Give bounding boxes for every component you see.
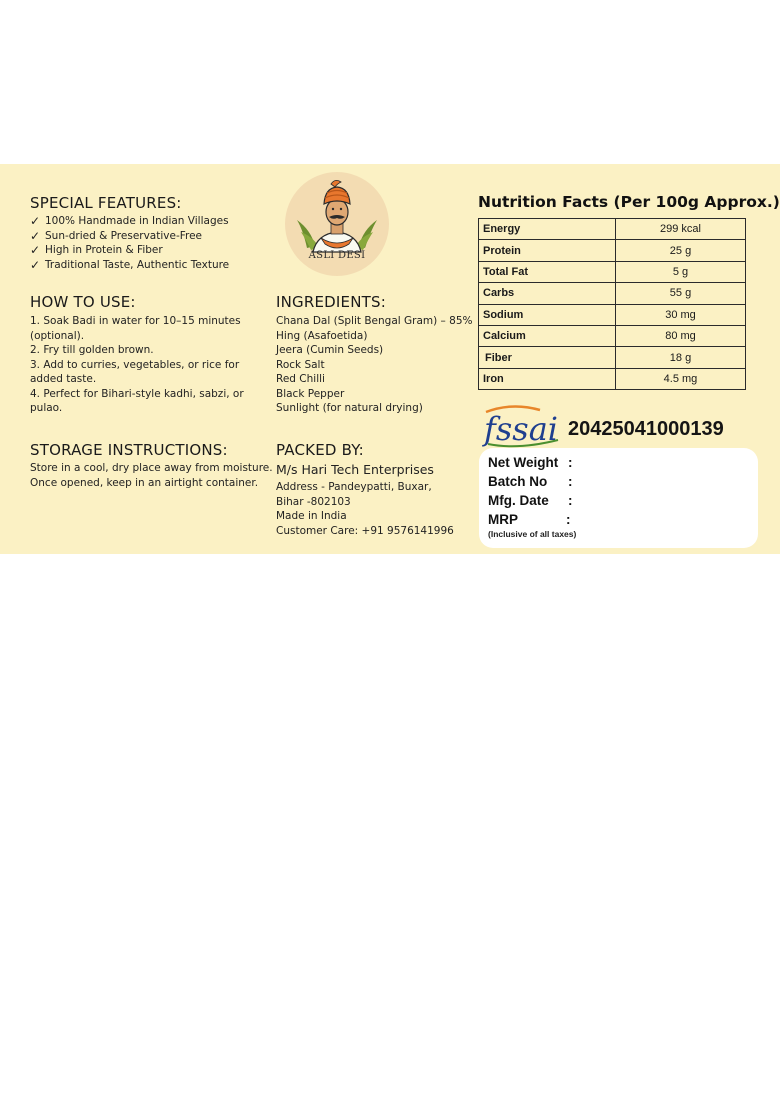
- storage-line: Once opened, keep in an airtight container.: [30, 476, 259, 489]
- table-row: Calcium 80 mg: [479, 325, 746, 346]
- storage-text: [30, 461, 273, 490]
- nutrition-facts-title: Nutrition Facts (Per 100g Approx.): [478, 193, 780, 211]
- packer-company-name: M/s Hari Tech Enterprises: [276, 462, 434, 477]
- table-row: Energy 299 kcal: [479, 219, 746, 240]
- net-weight-row: Net Weight :: [488, 455, 573, 470]
- nutrition-table: [478, 218, 746, 390]
- packer-line: Made in India: [276, 510, 347, 522]
- check-icon: ✓: [30, 257, 41, 272]
- packer-line: Bihar -802103: [276, 495, 351, 508]
- how-to-use-line: 4. Perfect for Bihari-style kadhi, sabzi, or: [30, 387, 244, 400]
- table-row: Iron 4.5 mg: [479, 368, 746, 389]
- how-to-use-line: 3. Add to curries, vegetables, or rice for: [30, 358, 240, 371]
- ingredients-list: [276, 314, 473, 416]
- fssai-license-number: 20425041000139: [568, 418, 724, 440]
- table-row: Total Fat 5 g: [479, 261, 746, 282]
- feature-item: ✓ Traditional Taste, Authentic Texture: [30, 257, 230, 272]
- ingredient-item: Hing (Asafoetida): [276, 329, 368, 342]
- how-to-use-line: 2. Fry till golden brown.: [30, 344, 154, 356]
- how-to-use-line: 1. Soak Badi in water for 10–15 minutes: [30, 315, 241, 327]
- fssai-logo: [482, 402, 564, 448]
- colon: :: [568, 455, 573, 470]
- asli-desi-logo: [285, 172, 389, 276]
- batch-no-row: Batch No :: [488, 474, 573, 489]
- how-to-use-line: (optional).: [30, 329, 85, 342]
- ingredients-heading: INGREDIENTS:: [276, 293, 386, 311]
- how-to-use-line: added taste.: [30, 373, 97, 385]
- packer-details: [276, 480, 454, 538]
- special-features-list: [30, 214, 229, 272]
- how-to-use-list: [30, 314, 244, 416]
- ingredient-item: Rock Salt: [276, 358, 325, 371]
- fssai-logo-text: fssai: [484, 410, 558, 448]
- check-icon: ✓: [30, 243, 41, 258]
- tax-note: (Inclusive of all taxes): [488, 529, 577, 539]
- mrp-row: MRP :: [488, 512, 571, 527]
- check-icon: ✓: [30, 228, 41, 243]
- table-row: Sodium 30 mg: [479, 304, 746, 325]
- feature-item: ✓ High in Protein & Fiber: [30, 243, 163, 258]
- how-to-use-heading: HOW TO USE:: [30, 293, 136, 311]
- ingredient-item: Sunlight (for natural drying): [276, 402, 423, 414]
- check-icon: ✓: [30, 214, 41, 229]
- packer-line: Customer Care: +91 9576141996: [276, 524, 454, 537]
- colon: :: [568, 474, 573, 489]
- colon: :: [566, 512, 571, 527]
- logo-brand-text: ASLI DESI: [308, 250, 366, 261]
- storage-heading: STORAGE INSTRUCTIONS:: [30, 441, 228, 459]
- table-row: Protein 25 g: [479, 240, 746, 261]
- packed-by-heading: PACKED BY:: [276, 441, 364, 459]
- table-row: Carbs 55 g: [479, 283, 746, 304]
- colon: :: [568, 493, 573, 508]
- table-row: Fiber 18 g: [479, 347, 746, 368]
- how-to-use-line: pulao.: [30, 402, 63, 414]
- ingredient-item: Jeera (Cumin Seeds): [276, 344, 384, 356]
- special-features-heading: SPECIAL FEATURES:: [30, 194, 182, 212]
- storage-line: Store in a cool, dry place away from moisture.: [30, 462, 273, 474]
- batch-info-box: [479, 448, 758, 548]
- ingredient-item: Chana Dal (Split Bengal Gram) – 85%: [276, 315, 473, 327]
- packer-line: Address - Pandeypatti, Buxar,: [276, 481, 432, 493]
- feature-item: ✓ Sun-dried & Preservative-Free: [30, 228, 203, 243]
- ingredient-item: Black Pepper: [276, 387, 345, 400]
- ingredient-item: Red Chilli: [276, 373, 325, 385]
- mfg-date-row: Mfg. Date :: [488, 493, 573, 508]
- feature-item: ✓ 100% Handmade in Indian Villages: [30, 214, 229, 229]
